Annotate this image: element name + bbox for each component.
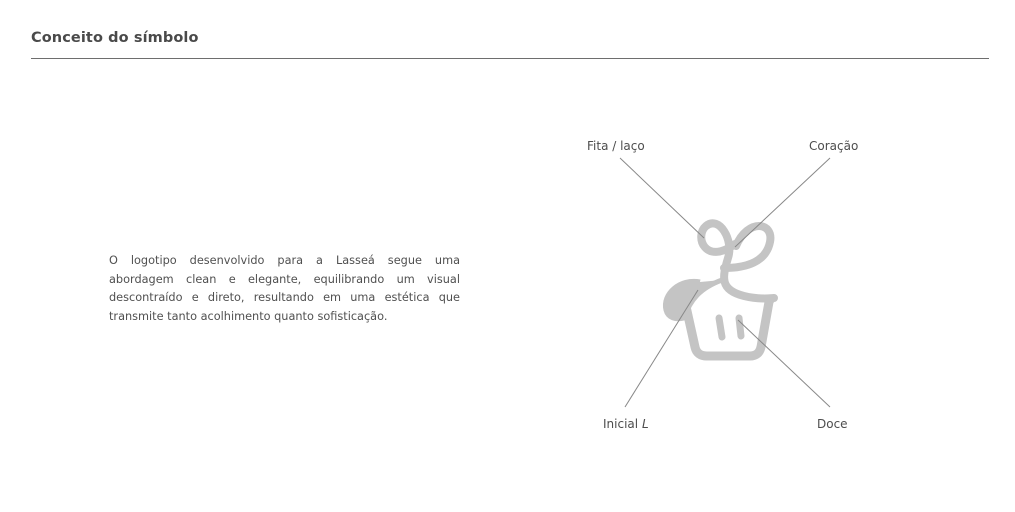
- label-sweet: Doce: [817, 417, 848, 431]
- pointer-line-initial: [625, 290, 698, 407]
- symbol-concept-diagram: [560, 130, 880, 440]
- section-header: [31, 0, 989, 59]
- lassea-logo-icon: [665, 223, 775, 356]
- initial-l-stroke: [665, 280, 722, 319]
- cupcake-ridge-left: [719, 318, 722, 337]
- label-heart: Coração: [809, 139, 859, 153]
- label-ribbon: Fita / laço: [587, 139, 645, 153]
- cupcake-liner-shape: [685, 302, 769, 356]
- pointer-line-sweet: [738, 320, 830, 407]
- label-initial-letter: L: [641, 417, 649, 431]
- pointer-line-heart: [735, 158, 830, 247]
- section-title: Conceito do símbolo: [31, 30, 199, 46]
- label-initial: [603, 417, 649, 431]
- logo-dot-accent: [767, 295, 776, 304]
- concept-description: O logotipo desenvolvido para a Lasseá segue uma abordagem clean e elegante, equilibrando um visual descontraído e direto, resultando em uma estética que transmite tanto acolhimento quanto sofisticação.: [109, 254, 460, 323]
- pointer-line-ribbon: [620, 158, 704, 238]
- label-initial-prefix: Inicial: [603, 417, 639, 431]
